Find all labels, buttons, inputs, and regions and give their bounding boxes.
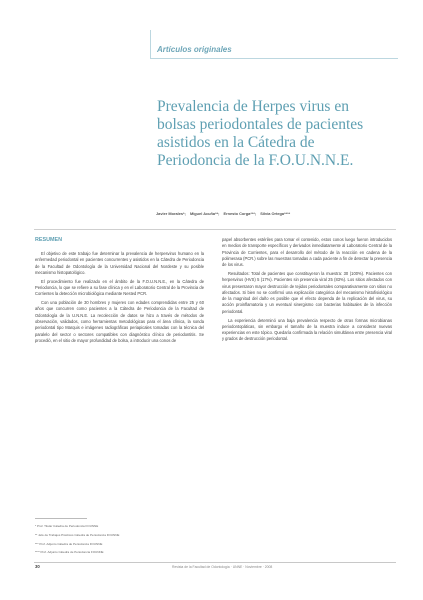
section-label: Artículos originales [157, 45, 232, 54]
footnote-rule [35, 518, 87, 519]
author: Silvia Ortega**** [260, 211, 291, 216]
abstract-heading: RESUMEN [35, 237, 62, 243]
paragraph: El procedimiento fue realizado en el ámbito de la F.O.U.N.N.E., en la Cátedra de Periodoncia, lo que se refiere a su fase clínica y en el Laboratorio Central de la Provincia de Corrientes la detección microbiológica mediante Nested PCR. [35, 278, 204, 297]
footnotes [35, 522, 215, 557]
footnote: * Prof. Titular Cátedra de Periodoncia FOUNNE [35, 524, 99, 528]
paragraph: papel absorbentes estériles para tomar el contenido, estos conos luego fueron introducidos en medios de transporte específicos y derivados inmediatamente al Laboratorio Central de la Provincia de Corrientes, para el desarrollo del método de la reacción en cadena de la polimerasa (PCR.) sobre las muestras tomadas a cada paciente a fin de detectar la presencia de los virus. [222, 237, 392, 268]
title-line: Prevalencia de Herpes virus en [157, 98, 349, 115]
author: Ernesto Corga***; [223, 211, 257, 216]
footnote: *** Prof. Adjunto Cátedra de Periodoncia FOUNNE [35, 541, 103, 546]
page-number: 30 [35, 564, 40, 569]
paragraph: El objetivo de este trabajo fue determinar la prevalencia de herpesvirus humano en la enfermedad periodontal en pacientes concurrentes y asistidos en la Cátedra de Periodoncia de la Facultad de Odontología de la Universidad Nacional del Nordeste y su posible mecanismo histopatológico. [35, 251, 204, 275]
footnote: **** Prof. Adjunto Cátedra de Periodoncia FOUNNE [35, 550, 104, 555]
footnote: ** Jefe de Trabajos Prácticos Cátedra de Periodoncia FOUNNE [35, 532, 120, 537]
title-line: bolsas periodontales de pacientes [157, 116, 364, 133]
header-divider [34, 229, 396, 230]
left-column [35, 251, 204, 347]
paragraph: Con una población de 30 hombres y mujeres con edades comprendidas entre 25 y 60 años que concurren como pacientes a la Cátedra de Periodoncia de la Facultad de Odontología de la U.N.N.E. La recolección de datos se hizo a través de métodos de observación, validados, como herramientas metodológicas para el área clínica, la sonda periodontal tipo Marquis e imágenes radiográficas periapicales tomadas con la técnica del paralelo del sector o sectores compatibles con diagnóstico clínico de periodontitis. Se procedió, en el sitio de mayor profundidad de bolsa, a introducir una conos de [35, 300, 204, 343]
journal-footer: Revista de la Facultad de Odontología · UNNE · Noviembre · 2008 [172, 565, 273, 569]
paragraph: Resultados: Total de pacientes que constituyeron la muestra: 30 (100%). Pacientes con herpesvirus (HVS) 5 (17%). Pacientes sin presencia viral 25 (83%). Los sitios afectados con virus presentaron mayor destrucción de tejidos periodontales comparativamente con sitios no afectados. Si bien no se confirmó una explicación categórica del mecanismo histofisiológico de la magnitud del daño es posible que el efecto dependa de la replicación del virus, su acción proinflamatoria y un eventual sinergismo con bacterias habituales de la infección periodontal. [222, 270, 392, 314]
author: Miguel Acuña**; [189, 211, 220, 216]
section-vertical-rule [150, 30, 151, 58]
article-title [157, 98, 397, 170]
author: Javier Morales*; [156, 211, 186, 216]
paragraph: La experiencia determinó una baja prevalencia respecto de otras formas microbianas periodontopáticas, sin embargo el tamaño de la muestra induce a considerar nuevas experiencias en este tópico. Quedaría confirmada la relación simultánea entre presencia viral y grados de destrucción periodontal. [222, 317, 392, 342]
title-line: asistidos en la Cátedra de [157, 134, 315, 151]
authors [156, 211, 406, 216]
title-line: Periodoncia de la F.O.U.N.N.E. [157, 152, 354, 169]
footer-rule [34, 562, 396, 563]
section-rule [150, 58, 398, 59]
right-column [222, 237, 392, 345]
